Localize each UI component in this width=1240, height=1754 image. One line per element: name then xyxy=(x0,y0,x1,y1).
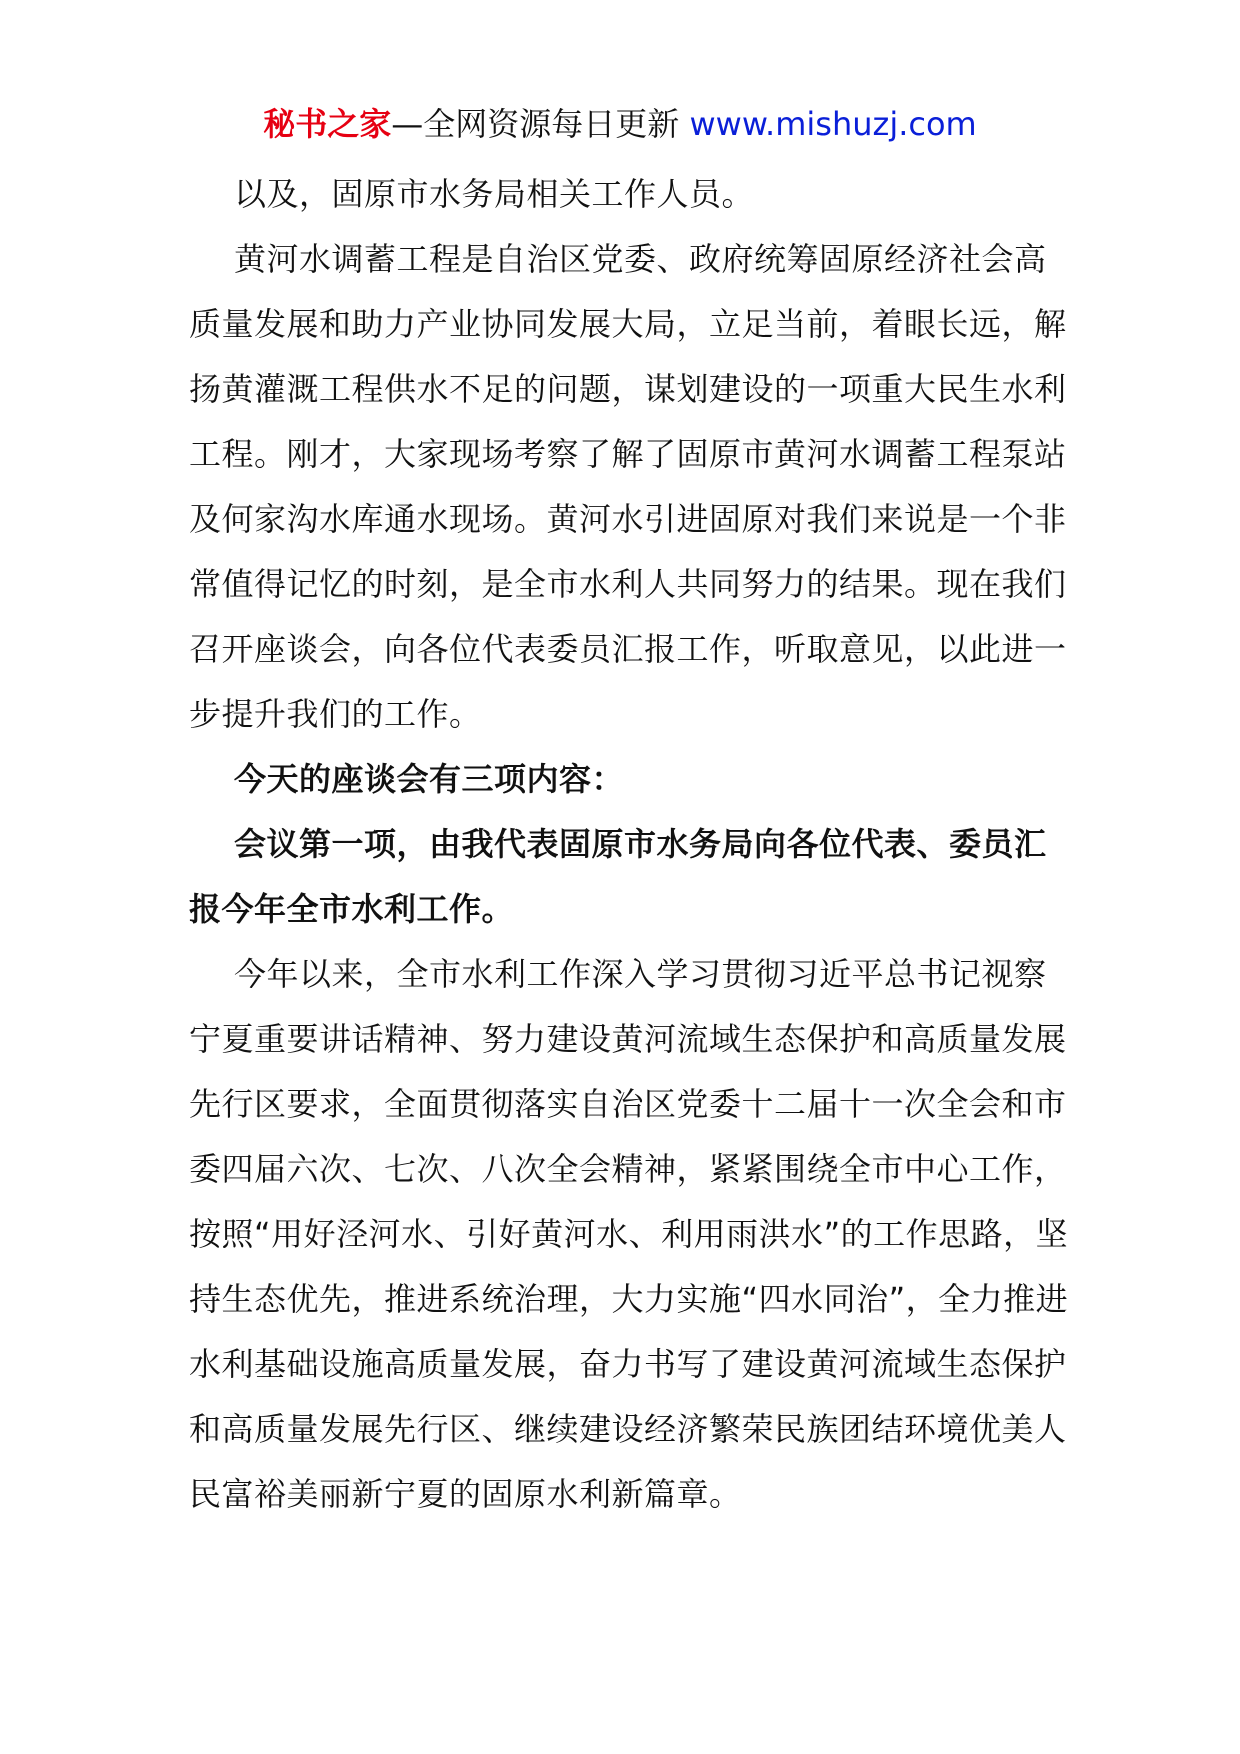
brand-name: 秘书之家 xyxy=(263,105,392,143)
paragraph-agenda-item-1: 会议第一项，由我代表固原市水务局向各位代表、委员汇报今年全市水利工作。 xyxy=(189,825,1047,928)
paragraph-project-intro: 黄河水调蓄工程是自治区党委、政府统筹固原经济社会高质量发展和助力产业协同发展大局，立足当前，着眼长远，解扬黄灌溉工程供水不足的问题，谋划建设的一项重大民生水利工程。刚才，大家现场考察了解了固原市黄河水调蓄工程泵站及何家沟水库通水现场。黄河水引进固原对我们来说是一个非常值得记忆的时刻，是全市水利人共同努力的结果。现在我们召开座谈会，向各位代表委员汇报工作，听取意见，以此进一步提升我们的工作。 xyxy=(189,240,1067,733)
document-body xyxy=(189,162,1069,1527)
paragraph-agenda-heading: 今天的座谈会有三项内容： xyxy=(234,760,625,798)
header-tagline: —全网资源每日更新 xyxy=(391,105,680,143)
paragraph-work-summary: 今年以来，全市水利工作深入学习贯彻习近平总书记视察宁夏重要讲话精神、努力建设黄河流域生态保护和高质量发展先行区要求，全面贯彻落实自治区党委十二届十一次全会和市委四届六次、七次、八次全会精神，紧紧围绕全市中心工作，按照“用好泾河水、引好黄河水、利用雨洪水”的工作思路，坚持生态优先，推进系统治理，大力实施“四水同治”，全力推进水利基础设施高质量发展，奋力书写了建设黄河流域生态保护和高质量发展先行区、继续建设经济繁荣民族团结环境优美人民富裕美丽新宁夏的固原水利新篇章。 xyxy=(189,955,1069,1513)
page-header xyxy=(0,98,1240,150)
paragraph-attendees: 以及，固原市水务局相关工作人员。 xyxy=(234,175,755,213)
website-link[interactable]: www.mishuzj.com xyxy=(689,105,977,143)
